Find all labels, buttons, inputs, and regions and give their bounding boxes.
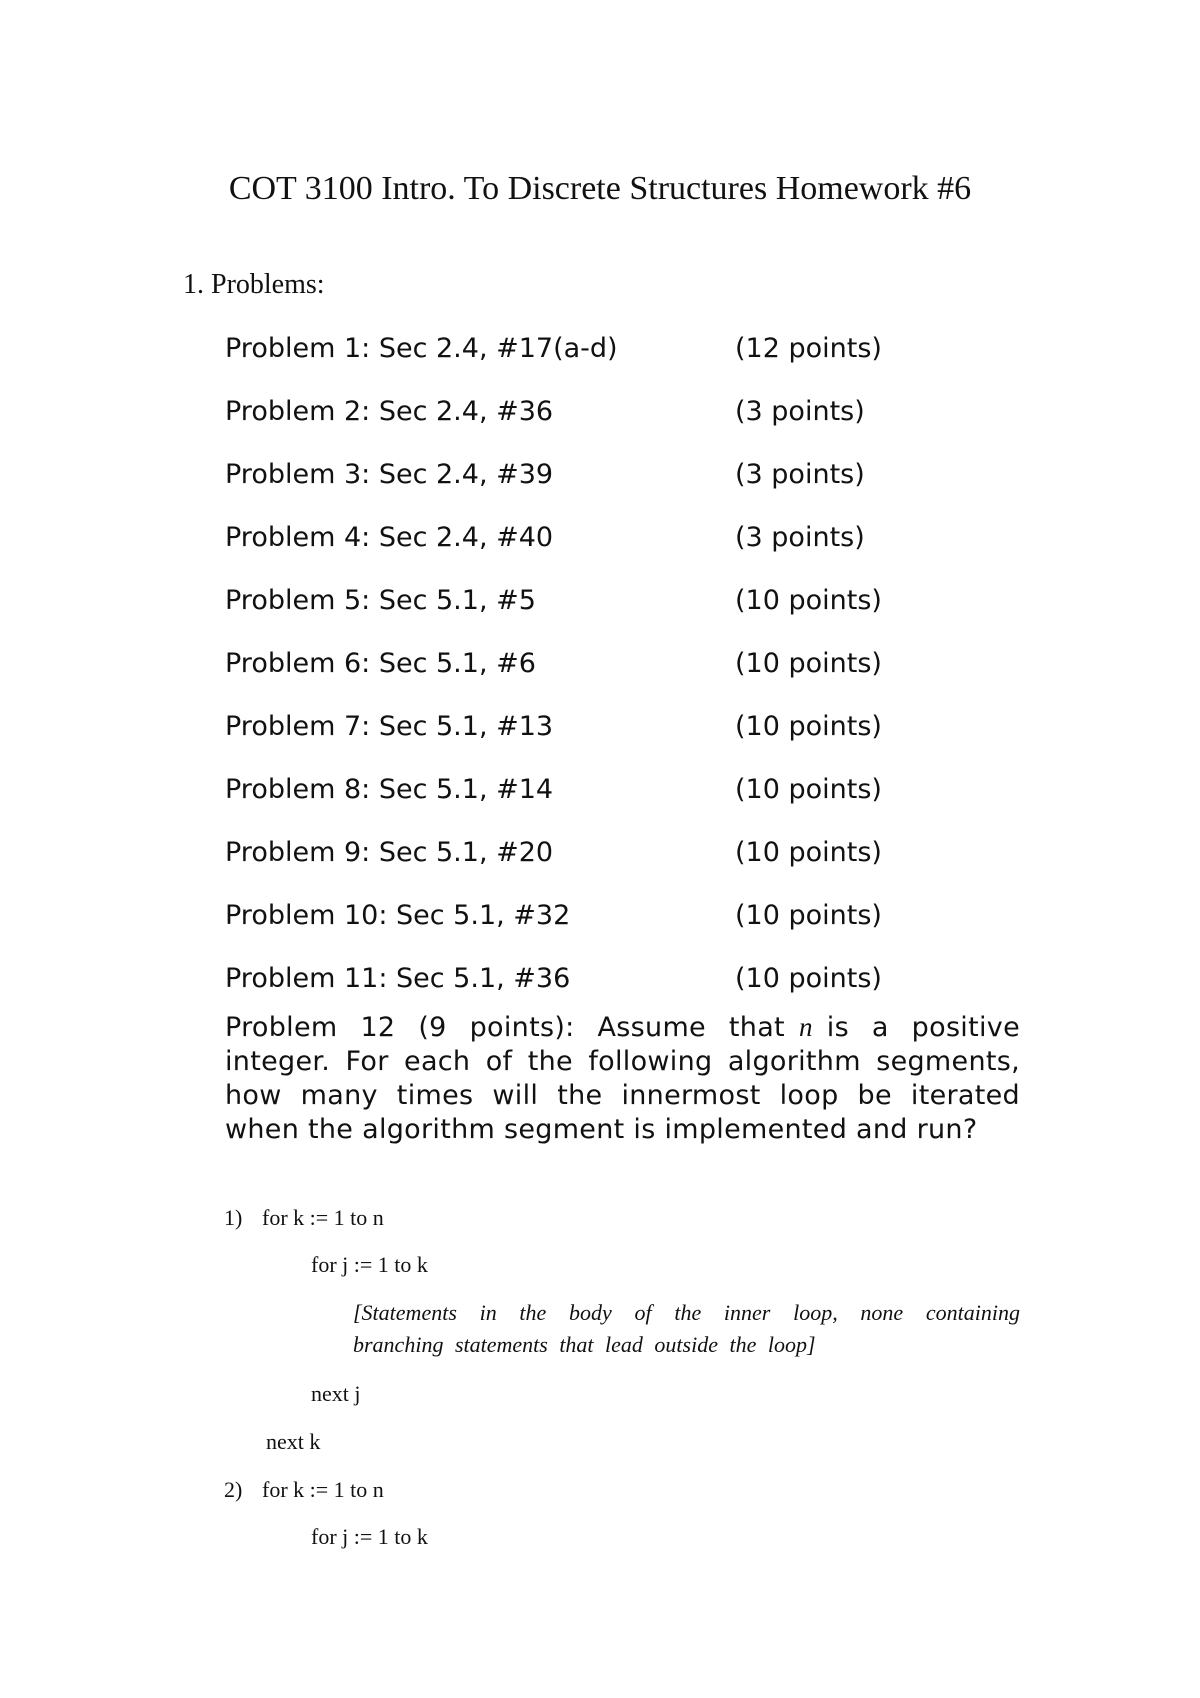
- problem-points: (10 points): [735, 648, 882, 679]
- problem-row: [225, 396, 1025, 436]
- document-title: COT 3100 Intro. To Discrete Structures Homework #6: [228, 170, 972, 207]
- problem-row: [225, 774, 1025, 814]
- problem-points: (3 points): [735, 522, 865, 553]
- problem-points: (10 points): [735, 900, 882, 931]
- segment-1-outer-loop: [224, 1205, 384, 1231]
- problem-12-question: is a positive integer. For each of the following algorithm segments, how many times will the innermost loop be iterated when the algorithm segment is implemented and run?: [225, 1012, 1020, 1145]
- segment-2-outer-loop: [224, 1477, 384, 1503]
- segment-1-next-j: next j: [311, 1381, 361, 1406]
- problem-label: Problem 6: Sec 5.1, #6: [225, 648, 536, 679]
- problem-points: (3 points): [735, 459, 865, 490]
- problem-label: Problem 3: Sec 2.4, #39: [225, 459, 554, 490]
- problem-row: [225, 711, 1025, 751]
- problem-row: [225, 900, 1025, 940]
- problem-row: [225, 585, 1025, 625]
- problem-12-intro: Problem 12 (9 points): Assume that: [225, 1012, 785, 1043]
- problem-label: Problem 10: Sec 5.1, #32: [225, 900, 571, 931]
- segment-1-loop-body: [Statements in the body of the inner loop, none containing branching statements that lead outside the loop]: [353, 1300, 1020, 1357]
- problem-row: [225, 963, 1025, 1003]
- problem-row: [225, 459, 1025, 499]
- segment-number: 2): [224, 1477, 243, 1502]
- segment-number: 1): [224, 1205, 243, 1230]
- problem-row: [225, 333, 1025, 373]
- segment-2-inner-loop: for j := 1 to k: [311, 1524, 428, 1549]
- problem-points: (10 points): [735, 837, 882, 868]
- problem-label: Problem 2: Sec 2.4, #36: [225, 396, 554, 427]
- problem-row: [225, 837, 1025, 877]
- problem-label: Problem 5: Sec 5.1, #5: [225, 585, 536, 616]
- code-line: for k := 1 to n: [262, 1205, 384, 1230]
- problem-points: (3 points): [735, 396, 865, 427]
- problem-12-paragraph: [225, 1010, 1020, 1147]
- code-line: for k := 1 to n: [262, 1477, 384, 1502]
- problem-row: [225, 648, 1025, 688]
- problem-points: (10 points): [735, 711, 882, 742]
- problem-points: (10 points): [735, 963, 882, 994]
- problem-label: Problem 9: Sec 5.1, #20: [225, 837, 554, 868]
- segment-1-inner-loop: for j := 1 to k: [311, 1252, 428, 1277]
- problem-label: Problem 7: Sec 5.1, #13: [225, 711, 554, 742]
- problem-row: [225, 522, 1025, 562]
- variable-n: n: [798, 1012, 813, 1042]
- problem-label: Problem 4: Sec 2.4, #40: [225, 522, 554, 553]
- problem-label: Problem 8: Sec 5.1, #14: [225, 774, 554, 805]
- problem-points: (10 points): [735, 585, 882, 616]
- problem-points: (10 points): [735, 774, 882, 805]
- segment-1-next-k: next k: [266, 1429, 321, 1454]
- problem-label: Problem 11: Sec 5.1, #36: [225, 963, 571, 994]
- problem-label: Problem 1: Sec 2.4, #17(a-d): [225, 333, 618, 364]
- section-heading: 1. Problems:: [183, 269, 325, 300]
- problem-points: (12 points): [735, 333, 882, 364]
